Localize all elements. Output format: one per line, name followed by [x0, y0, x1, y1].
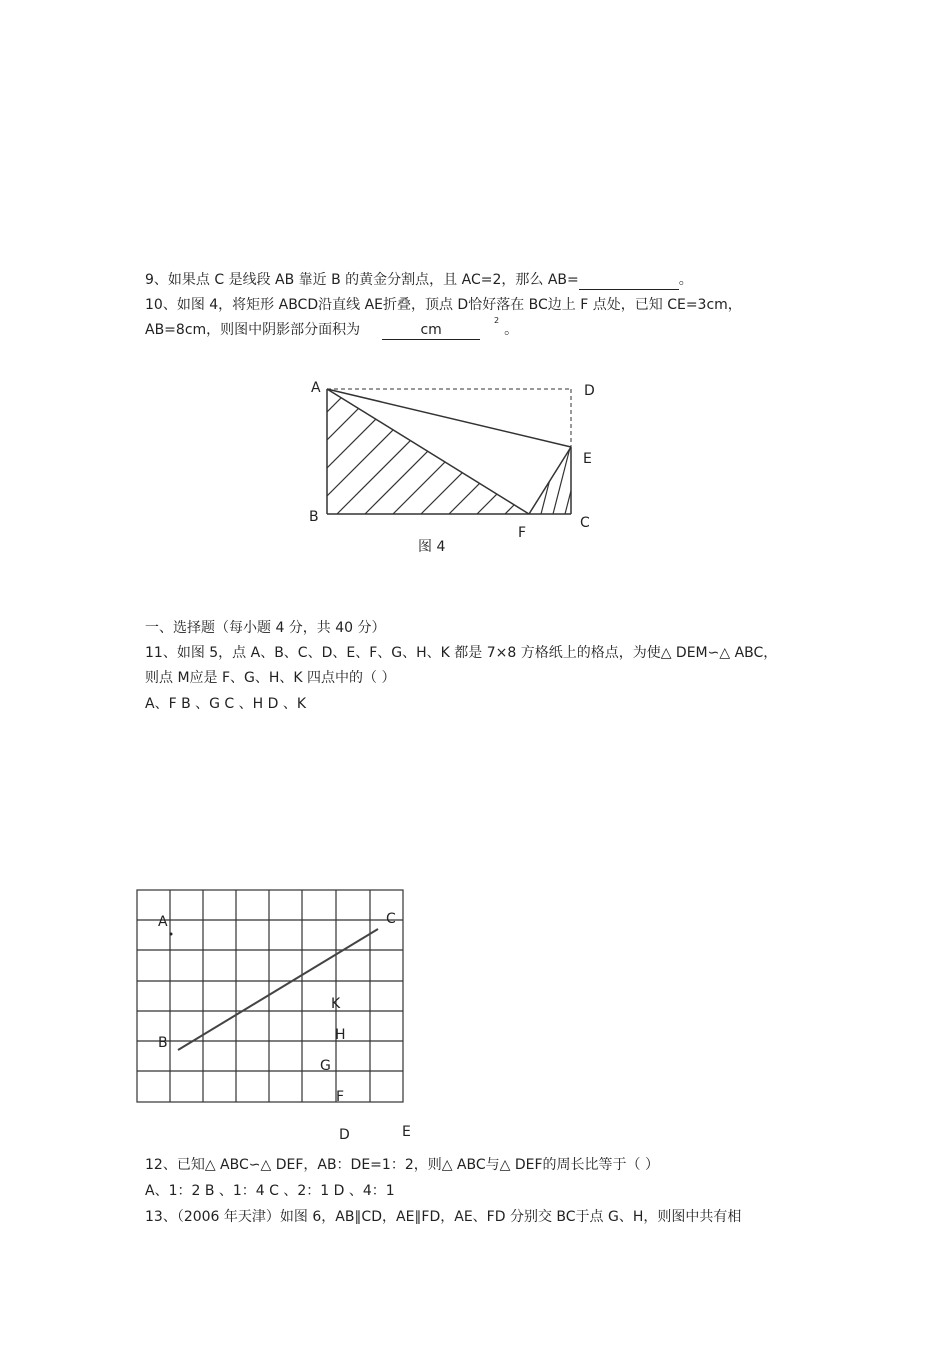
figure-5-point-a: [170, 933, 173, 936]
figure-4-label-e: E: [583, 451, 592, 467]
figure-5-label-d: D: [339, 1127, 350, 1143]
question-11-line-2: 则点 M应是 F、G、H、K 四点中的（ ）: [145, 670, 396, 686]
section-title: 一、选择题（每小题 4 分，共 40 分）: [145, 620, 386, 636]
question-10-superscript: 2: [494, 316, 500, 325]
figure-5-label-c: C: [386, 911, 396, 927]
question-9-text: 9、如果点 C 是线段 AB 靠近 B 的黄金分割点，且 AC=2，那么 AB=: [145, 272, 579, 288]
question-12-line-1: 12、已知△ ABC∽△ DEF，AB：DE=1：2，则△ ABC与△ DEF的周长比等于（ ）: [145, 1157, 659, 1173]
question-11-options: A、F B 、G C 、H D 、K: [145, 696, 307, 712]
figure-5-label-a: A: [158, 914, 168, 930]
figure-5-label-b: B: [158, 1035, 168, 1051]
figure-4-caption: 图 4: [418, 539, 446, 555]
figure-4-label-b: B: [309, 509, 319, 525]
figure-5-label-g: G: [320, 1058, 331, 1074]
figure-5-label-e: E: [402, 1124, 411, 1140]
question-10-end: 。: [504, 322, 519, 338]
figure-4-label-d: D: [584, 383, 595, 399]
question-11-line-1: 11、如图 5，点 A、B、C、D、E、F、G、H、K 都是 7×8 方格纸上的格点，为使△ DEM∽△ ABC，: [145, 645, 778, 661]
figure-4-label-c: C: [580, 515, 590, 531]
figure-4-label-a: A: [311, 380, 321, 396]
figure-5-segment-bc: [178, 929, 378, 1050]
question-10-line-1: 10、如图 4，将矩形 ABCD沿直线 AE折叠，顶点 D恰好落在 BC边上 F 点处，已知 CE=3cm，: [145, 297, 742, 313]
question-10-unit: cm: [420, 322, 442, 338]
question-13-line-1: 13、（2006 年天津）如图 6，AB∥CD，AE∥FD，AE、FD 分别交 BC于点 G、H，则图中共有相: [145, 1209, 742, 1225]
question-10-text: AB=8cm，则图中阴影部分面积为: [145, 322, 361, 338]
question-9-end: 。: [678, 272, 693, 288]
figure-5-label-h: H: [335, 1027, 346, 1043]
question-12-options: A、1：2 B 、1：4 C 、2：1 D 、4：1: [145, 1183, 395, 1199]
figure-5-label-f: F: [336, 1089, 345, 1105]
figure-5-label-k: K: [331, 996, 341, 1012]
figure-4-label-f: F: [518, 525, 527, 541]
